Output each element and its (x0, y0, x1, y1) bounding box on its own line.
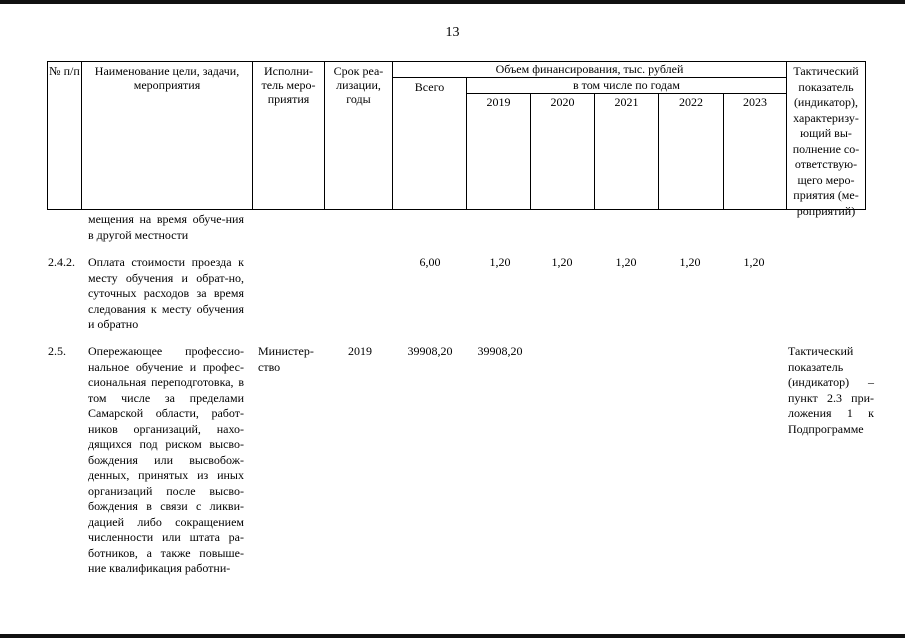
row-1-2022: 1,20 (679, 255, 701, 269)
row-2-indicator: Тактический показатель (индикатор) – пункт 2.3 при-ложения 1 к Подпрограмме (788, 344, 874, 436)
header-year-2023 (723, 93, 787, 210)
row-0-name: мещения на время обуче-ния в другой местности (88, 212, 244, 242)
header-name-label: Наименование цели, задачи, мероприятия (94, 64, 240, 92)
row-1-2020: 1,20 (551, 255, 573, 269)
header-year-2020 (530, 93, 595, 210)
top-border (0, 0, 905, 4)
bottom-border (0, 634, 905, 638)
row-2-total: 39908,20 (407, 344, 453, 358)
header-by-years-label: в том числе по годам (573, 78, 680, 92)
header-funding-label: Объем финансирования, тыс. рублей (495, 62, 684, 76)
header-year-label: 2021 (614, 95, 639, 109)
header-indicator-label: Тактический показатель (индикатор), характеризу-ющий вы-полнение со-ответствую-щего меро-приятия (ме-роприятий) (792, 64, 860, 218)
page-number: 13 (445, 25, 460, 40)
header-year-label: 2023 (743, 95, 767, 109)
row-2-executor: Министер-ство (258, 344, 314, 374)
header-year-2019 (466, 93, 531, 210)
header-cell-executor (252, 61, 325, 210)
header-year-label: 2019 (486, 95, 511, 109)
header-cell-funding (392, 61, 787, 78)
row-2-num: 2.5. (48, 344, 66, 358)
row-2-name: Опережающее профессио-нальное обучение и профес-сиональная переподготовка, в том числе за пределами Самарской области, работ-ников организаций, нахо-дящихся под риском высво-бождения или высвобож-денных, принятых из иных организаций после высво-бождения в связи с ликви-дацией либо сокращением численности или штата ра-ботников, а также повыше-ние квалификация работни- (88, 344, 244, 575)
row-2-2019: 39908,20 (477, 344, 523, 358)
header-executor-label: Исполни-тель меро-приятия (261, 64, 316, 106)
header-cell-by-years (466, 77, 787, 94)
row-1-2023: 1,20 (743, 255, 765, 269)
row-1-num: 2.4.2. (48, 255, 75, 269)
header-cell-term (324, 61, 393, 210)
header-year-label: 2022 (679, 95, 703, 109)
header-term-label: Срок реа-лизации, годы (333, 64, 384, 106)
row-2-term: 2019 (348, 344, 372, 358)
header-year-2022 (658, 93, 724, 210)
row-1-2019: 1,20 (489, 255, 511, 269)
header-year-2021 (594, 93, 659, 210)
header-cell-num (47, 61, 82, 210)
header-cell-indicator (786, 61, 866, 218)
row-1-2021: 1,20 (615, 255, 637, 269)
header-num-label: № п/п (49, 64, 80, 78)
header-year-label: 2020 (550, 95, 575, 109)
header-cell-total (392, 77, 467, 210)
header-total-label: Всего (414, 80, 445, 94)
header-cell-name (81, 61, 253, 210)
row-1-name: Оплата стоимости проезда к месту обучения и обрат-но, суточных расходов за время следования к месту обучения и обратно (88, 255, 244, 331)
row-1-total: 6,00 (419, 255, 441, 269)
